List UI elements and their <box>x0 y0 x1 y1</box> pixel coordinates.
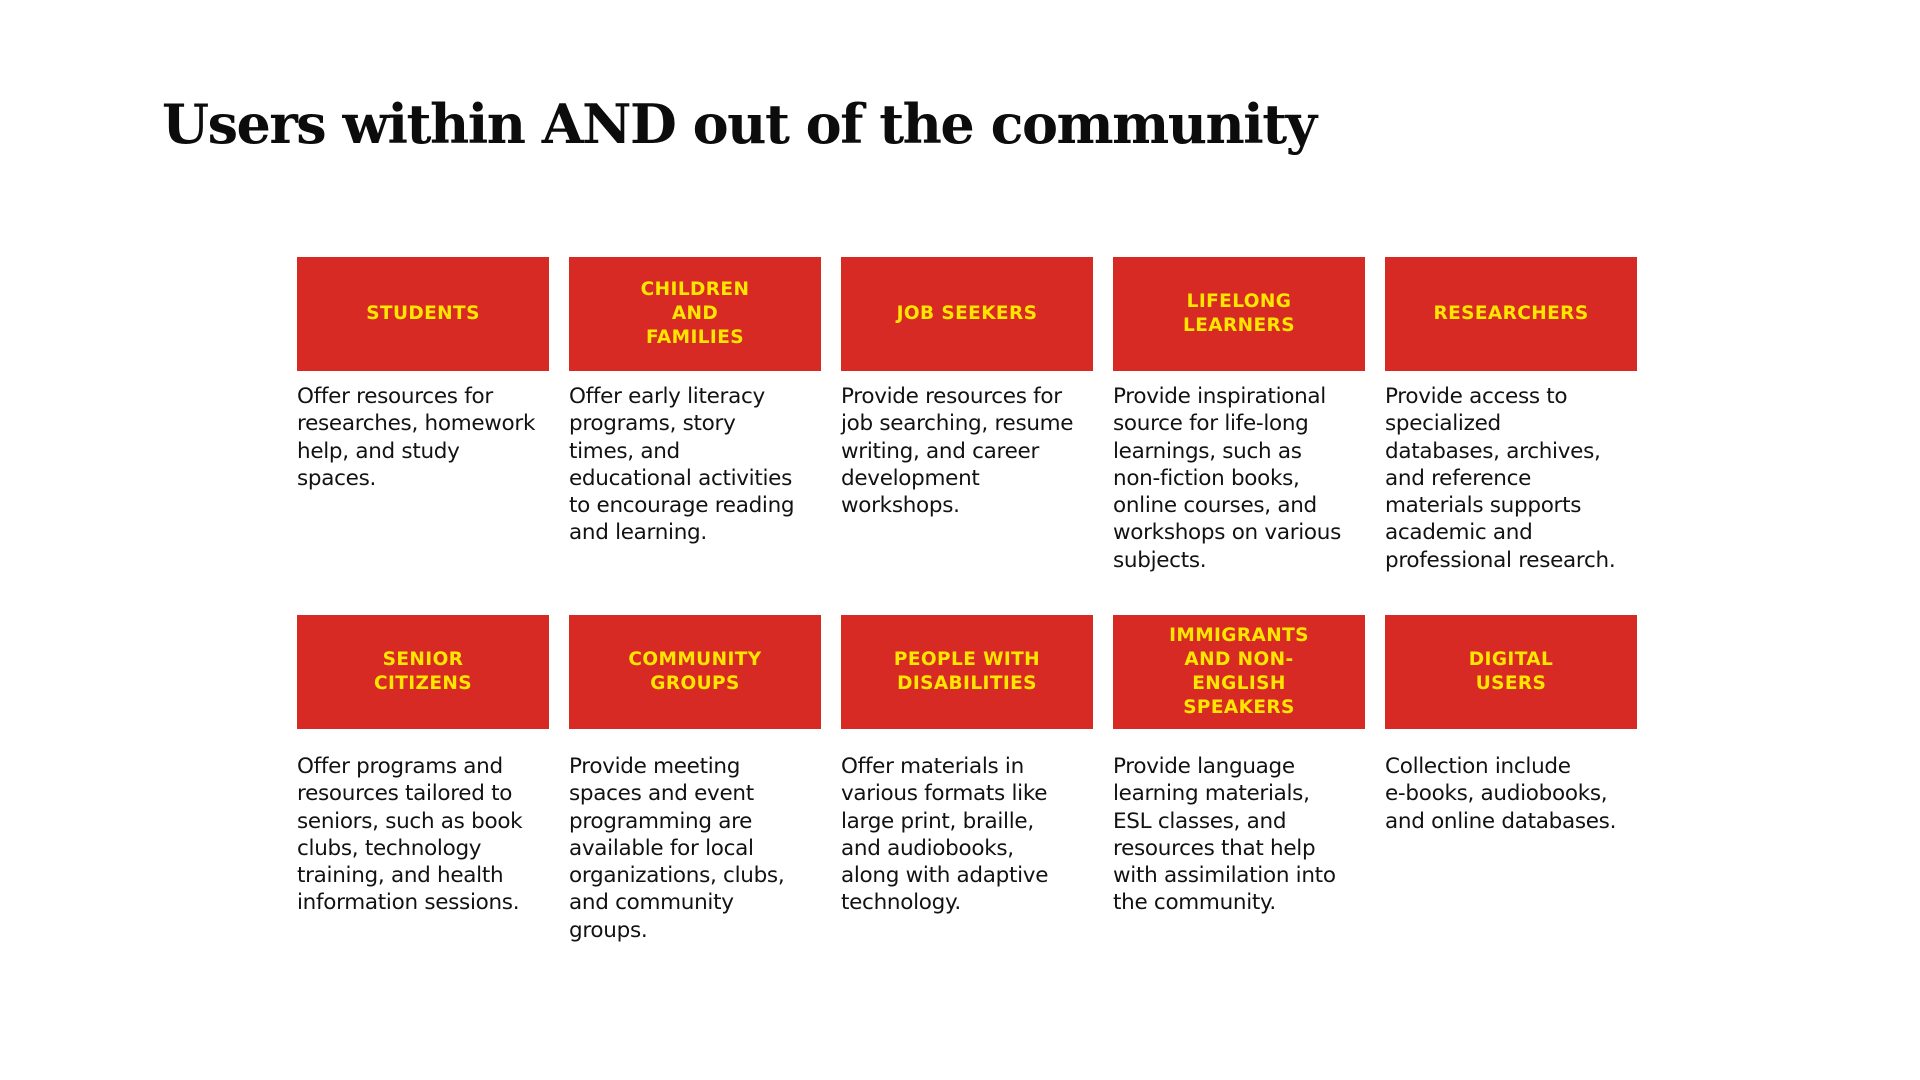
user-group-researchers <box>1385 257 1637 574</box>
user-group-row-1 <box>297 257 1637 574</box>
user-group-label: RESEARCHERS <box>1433 303 1589 324</box>
user-group-description: Offer programs and resources tailored to seniors, such as book clubs, technology training, and health information sessions. <box>297 754 523 916</box>
user-group-label: PEOPLE WITH DISABILITIES <box>893 649 1041 694</box>
user-group-label-box <box>297 615 549 729</box>
user-group-description: Provide access to specialized databases, archives, and reference materials supports academic and professional research. <box>1385 384 1616 573</box>
user-group-description: Provide language learning materials, ESL classes, and resources that help with assimilation into the community. <box>1113 754 1336 916</box>
user-group-description: Offer early literacy programs, story times, and educational activities to encourage reading and learning. <box>569 384 795 546</box>
user-group-label-box <box>841 615 1093 729</box>
user-group-label-box <box>841 257 1093 371</box>
user-group-description: Provide resources for job searching, resume writing, and career development workshops. <box>841 384 1074 519</box>
user-group-label-box <box>1113 615 1365 729</box>
user-group-digital-users <box>1385 615 1637 944</box>
user-group-senior-citizens <box>297 615 549 944</box>
user-group-label: STUDENTS <box>366 303 480 324</box>
user-group-row-2 <box>297 615 1637 944</box>
user-group-label: COMMUNITY GROUPS <box>628 649 762 694</box>
user-group-lifelong-learners <box>1113 257 1365 574</box>
user-group-label-box <box>297 257 549 371</box>
user-group-immigrants <box>1113 615 1365 944</box>
user-group-children-and-families <box>569 257 821 574</box>
user-group-label-box <box>1113 257 1365 371</box>
user-group-community-groups <box>569 615 821 944</box>
user-group-label-box <box>569 257 821 371</box>
user-group-job-seekers <box>841 257 1093 574</box>
user-group-description: Offer resources for researches, homework help, and study spaces. <box>297 384 536 491</box>
user-group-label-box <box>569 615 821 729</box>
user-group-label-box <box>1385 257 1637 371</box>
user-group-label: CHILDREN AND FAMILIES <box>640 279 750 348</box>
user-group-label: DIGITAL USERS <box>1468 649 1554 694</box>
user-group-label-box <box>1385 615 1637 729</box>
user-group-description: Collection include e-books, audiobooks, and online databases. <box>1385 754 1617 834</box>
user-group-description: Provide meeting spaces and event programming are available for local organizations, clubs, and community groups. <box>569 754 785 943</box>
user-group-description: Provide inspirational source for life-long learnings, such as non-fiction books, online courses, and workshops on various subjects. <box>1113 384 1342 573</box>
slide-title: Users within AND out of the community <box>162 92 1316 156</box>
user-group-label: SENIOR CITIZENS <box>373 649 473 694</box>
user-group-label: JOB SEEKERS <box>896 303 1038 324</box>
user-group-label: LIFELONG LEARNERS <box>1183 291 1295 336</box>
user-group-students <box>297 257 549 574</box>
user-group-people-with-disabilities <box>841 615 1093 944</box>
user-group-label: IMMIGRANTS AND NON- ENGLISH SPEAKERS <box>1169 625 1309 718</box>
user-group-description: Offer materials in various formats like large print, braille, and audiobooks, along with adaptive technology. <box>841 754 1049 916</box>
